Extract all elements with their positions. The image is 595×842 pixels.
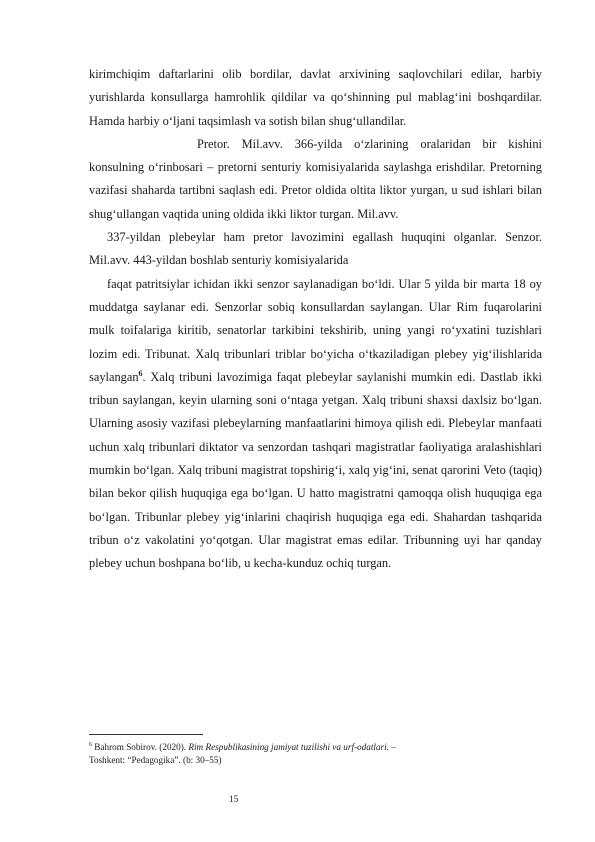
paragraph-tribunat	[89, 273, 542, 576]
footnote-title: Rim Respublikasining jamiyat tuzilishi va urf-odatlari.	[188, 742, 389, 752]
paragraph-tribunat-before: faqat patritsiylar ichidan ikki senzor saylanadigan bo‘ldi. Ular 5 yilda bir marta 18 oy muddatga saylanar edi. Senzorlar sobiq konsullardan saylangan. Ular Rim fuqarolarini mulk toifalariga kiritib, senatorlar tarkibini tekshirib, uning yangi ro‘yxatini tuzishlari lozim edi. Tribunat. Xalq tribunlari triblar bo‘yicha o‘tkaziladigan plebey yig‘ilishlarida saylangan	[89, 276, 542, 384]
footnote-line-2: Toshkent: “Pedagogika”. (b: 30–55)	[89, 754, 222, 765]
paragraph-1: kirimchiqim daftarlarini olib bordilar, davlat arxivining saqlovchilari edilar, harbiy yurishlarda konsullarga hamrohlik qildilar va qo‘shinning pul mablag‘ini boshqardilar. Hamda harbiy o‘ljani taqsimlash va sotish bilan shug‘ullandilar.	[89, 67, 542, 128]
footnote-marker: 6	[89, 741, 92, 748]
body-text	[89, 63, 542, 576]
page-number: 15	[229, 794, 239, 804]
footnote	[89, 741, 544, 766]
paragraph-tribunat-after: . Xalq tribuni lavozimiga faqat plebeylar saylanishi mumkin edi. Dastlab ikki tribun saylangan, keyin ularning soni o‘ntaga yetgan. Xalq tribuni shaxsi daxlsiz bo‘lgan. Ularning asosiy vazifasi plebeylarning manfaatlarini himoya qilish edi. Plebeylar manfaati uchun xalq tribunlari diktator va senzordan tashqari magistratlar faoliyatiga aralashishlari mumkin bo‘lgan. Xalq tribuni magistrat topshirig‘i, xalq yig‘ini, senat qarorini Veto (taqiq) bilan bekor qilish huquqiga ega bo‘lgan. U hatto magistratni qamoqqa olish huquqiga ega bo‘lgan. Tribunlar plebey yig‘inlarini chaqirish huquqiga ega edi. Shahardan tashqarida tribun o‘z vakolatini yo‘qotgan. Ular magistrat emas edilar. Tribunning uyi har qanday plebey uchun boshpana bo‘lib, u kecha-kunduz ochiq turgan.	[89, 369, 542, 571]
footnote-reference[interactable]: 6	[138, 368, 143, 378]
footnote-separator	[89, 734, 203, 735]
footnote-author-year: Bahrom Sobirov. (2020).	[92, 742, 189, 752]
paragraph-senzor: 337-yildan plebeylar ham pretor lavozimini egallash huquqini olganlar. Senzor. Mil.avv. 443-yildan boshlab senturiy komisiyalarida	[89, 230, 542, 268]
paragraph-pretor: Pretor. Mil.avv. 366-yilda o‘zlarining oralaridan bir kishini konsulning o‘rinbosari – pretorni senturiy komisiyalarida saylashga erishdilar. Pretorning vazifasi shaharda tartibni saqlash edi. Pretor oldida oltita liktor yurgan, u sud ishlari bilan shug‘ullangan vaqtida uning oldida ikki liktor turgan. Mil.avv.	[89, 136, 542, 221]
footnote-line-1	[89, 741, 544, 754]
footnote-dash: –	[388, 742, 396, 752]
